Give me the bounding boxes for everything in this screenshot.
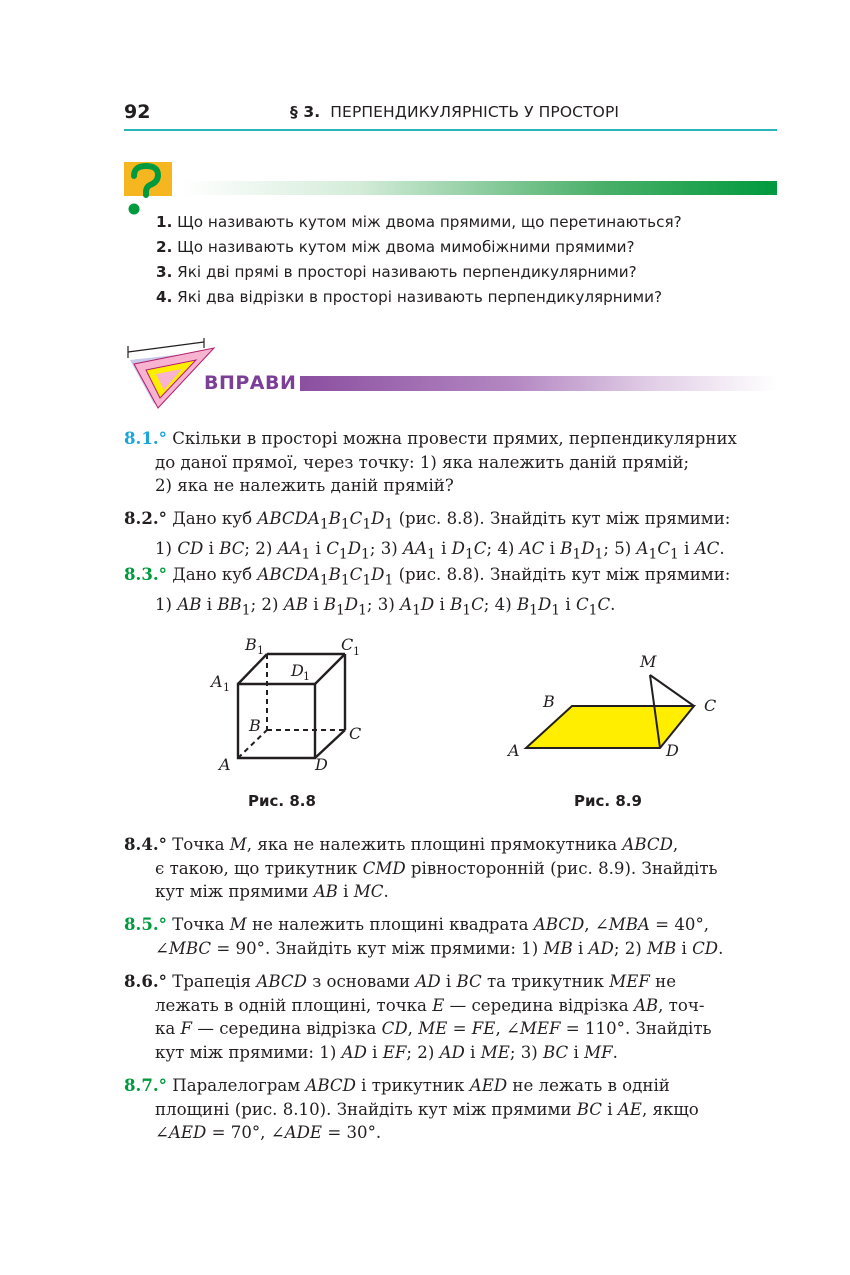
svg-text:1: 1	[303, 670, 310, 683]
label-m: M	[640, 652, 657, 671]
label-b1: B	[245, 635, 257, 654]
exercise-8-6: 8.6.° Трапеція ABCD з основами AD і BC та трикутник MEF не лежать в одній площині, точка E — середина відрізка AB, точ- ка F — середина відрізка CD, ME = FE, ∠MEF = 110°. Знайдіть кут між прямими: 1) AD і EF; 2) AD і ME; 3) BC і MF.	[124, 971, 712, 1062]
svg-text:1: 1	[257, 644, 264, 657]
caption-8-8: Рис. 8.8	[248, 792, 316, 810]
question-3: 3. Які дві прямі в просторі називають перпендикулярними?	[156, 263, 637, 281]
question-4: 4. Які два відрізки в просторі називають перпендикулярними?	[156, 288, 663, 306]
label-a1: A	[211, 672, 223, 691]
exercise-8-3: 8.3.° Дано куб $ABCDA_1B_1C_1D_1$ (рис. 8.8). Знайдіть кут між прямими: 1) AB і $BB_1$; 2) AB і $B_1D_1$; 3) $A_1D$ і $B_1C$; 4) $B_1D_1$ і $C_1C$.	[124, 564, 731, 619]
exercise-8-1: 8.1.° Скільки в просторі можна провести прямих, перпендикулярних до даної прямої, через точку: 1) яка належить даній прямій; 2) яка не належить даній прямій?	[124, 428, 737, 495]
exercise-8-2: 8.2.° Дано куб $ABCDA_1B_1C_1D_1$ (рис. 8.8). Знайдіть кут між прямими: 1) CD і BC; 2) $AA_1$ і $C_1D_1$; 3) $AA_1$ і $D_1C$; 4) AC і $B_1D_1$; 5) $A_1C_1$ і AC.	[124, 508, 731, 563]
section-title: ПЕРПЕНДИКУЛЯРНІСТЬ У ПРОСТОРІ	[330, 103, 620, 121]
label-c1: C	[341, 635, 354, 654]
label-d1: D	[291, 661, 304, 680]
label-b: B	[249, 716, 261, 735]
label-d: D	[666, 741, 679, 760]
label-a: A	[508, 741, 520, 760]
exercise-8-7: 8.7.° Паралелограм ABCD і трикутник AED не лежать в одній площині (рис. 8.10). Знайдіть кут між прямими BC і AE, якщо ∠AED = 70°, ∠ADE = 30°.	[124, 1075, 699, 1142]
label-b: B	[543, 692, 555, 711]
exercises-title: ВПРАВИ	[204, 372, 297, 394]
caption-8-9: Рис. 8.9	[574, 792, 642, 810]
section-mark: § 3.	[290, 103, 321, 121]
label-c: C	[704, 696, 717, 715]
exercises-bar	[300, 376, 777, 391]
question-mark-icon	[124, 162, 172, 216]
running-head	[290, 103, 619, 121]
header-rule	[124, 129, 777, 131]
questions-bar	[180, 181, 777, 195]
exercise-8-4: 8.4.° Точка M, яка не належить площині прямокутника ABCD, є такою, що трикутник CMD рівносторонній (рис. 8.9). Знайдіть кут між прямими AB і MC.	[124, 834, 718, 901]
question-1: 1. Що називають кутом між двома прямими, що перетинаються?	[156, 213, 682, 231]
figure-8-9-parallelogram	[500, 645, 730, 765]
question-2: 2. Що називають кутом між двома мимобіжними прямими?	[156, 238, 635, 256]
exercise-8-5: 8.5.° Точка M не належить площині квадрата ABCD, ∠MBA = 40°, ∠MBC = 90°. Знайдіть кут між прямими: 1) MB і AD; 2) MB і CD.	[124, 914, 724, 958]
ruler-triangle-icon	[124, 338, 216, 410]
page-number: 92	[124, 101, 151, 123]
label-d: D	[315, 755, 328, 774]
svg-text:1: 1	[353, 645, 360, 658]
svg-text:1: 1	[223, 681, 230, 694]
label-c: C	[349, 724, 362, 743]
label-a: A	[219, 755, 231, 774]
figure-8-8-cube	[205, 630, 375, 780]
